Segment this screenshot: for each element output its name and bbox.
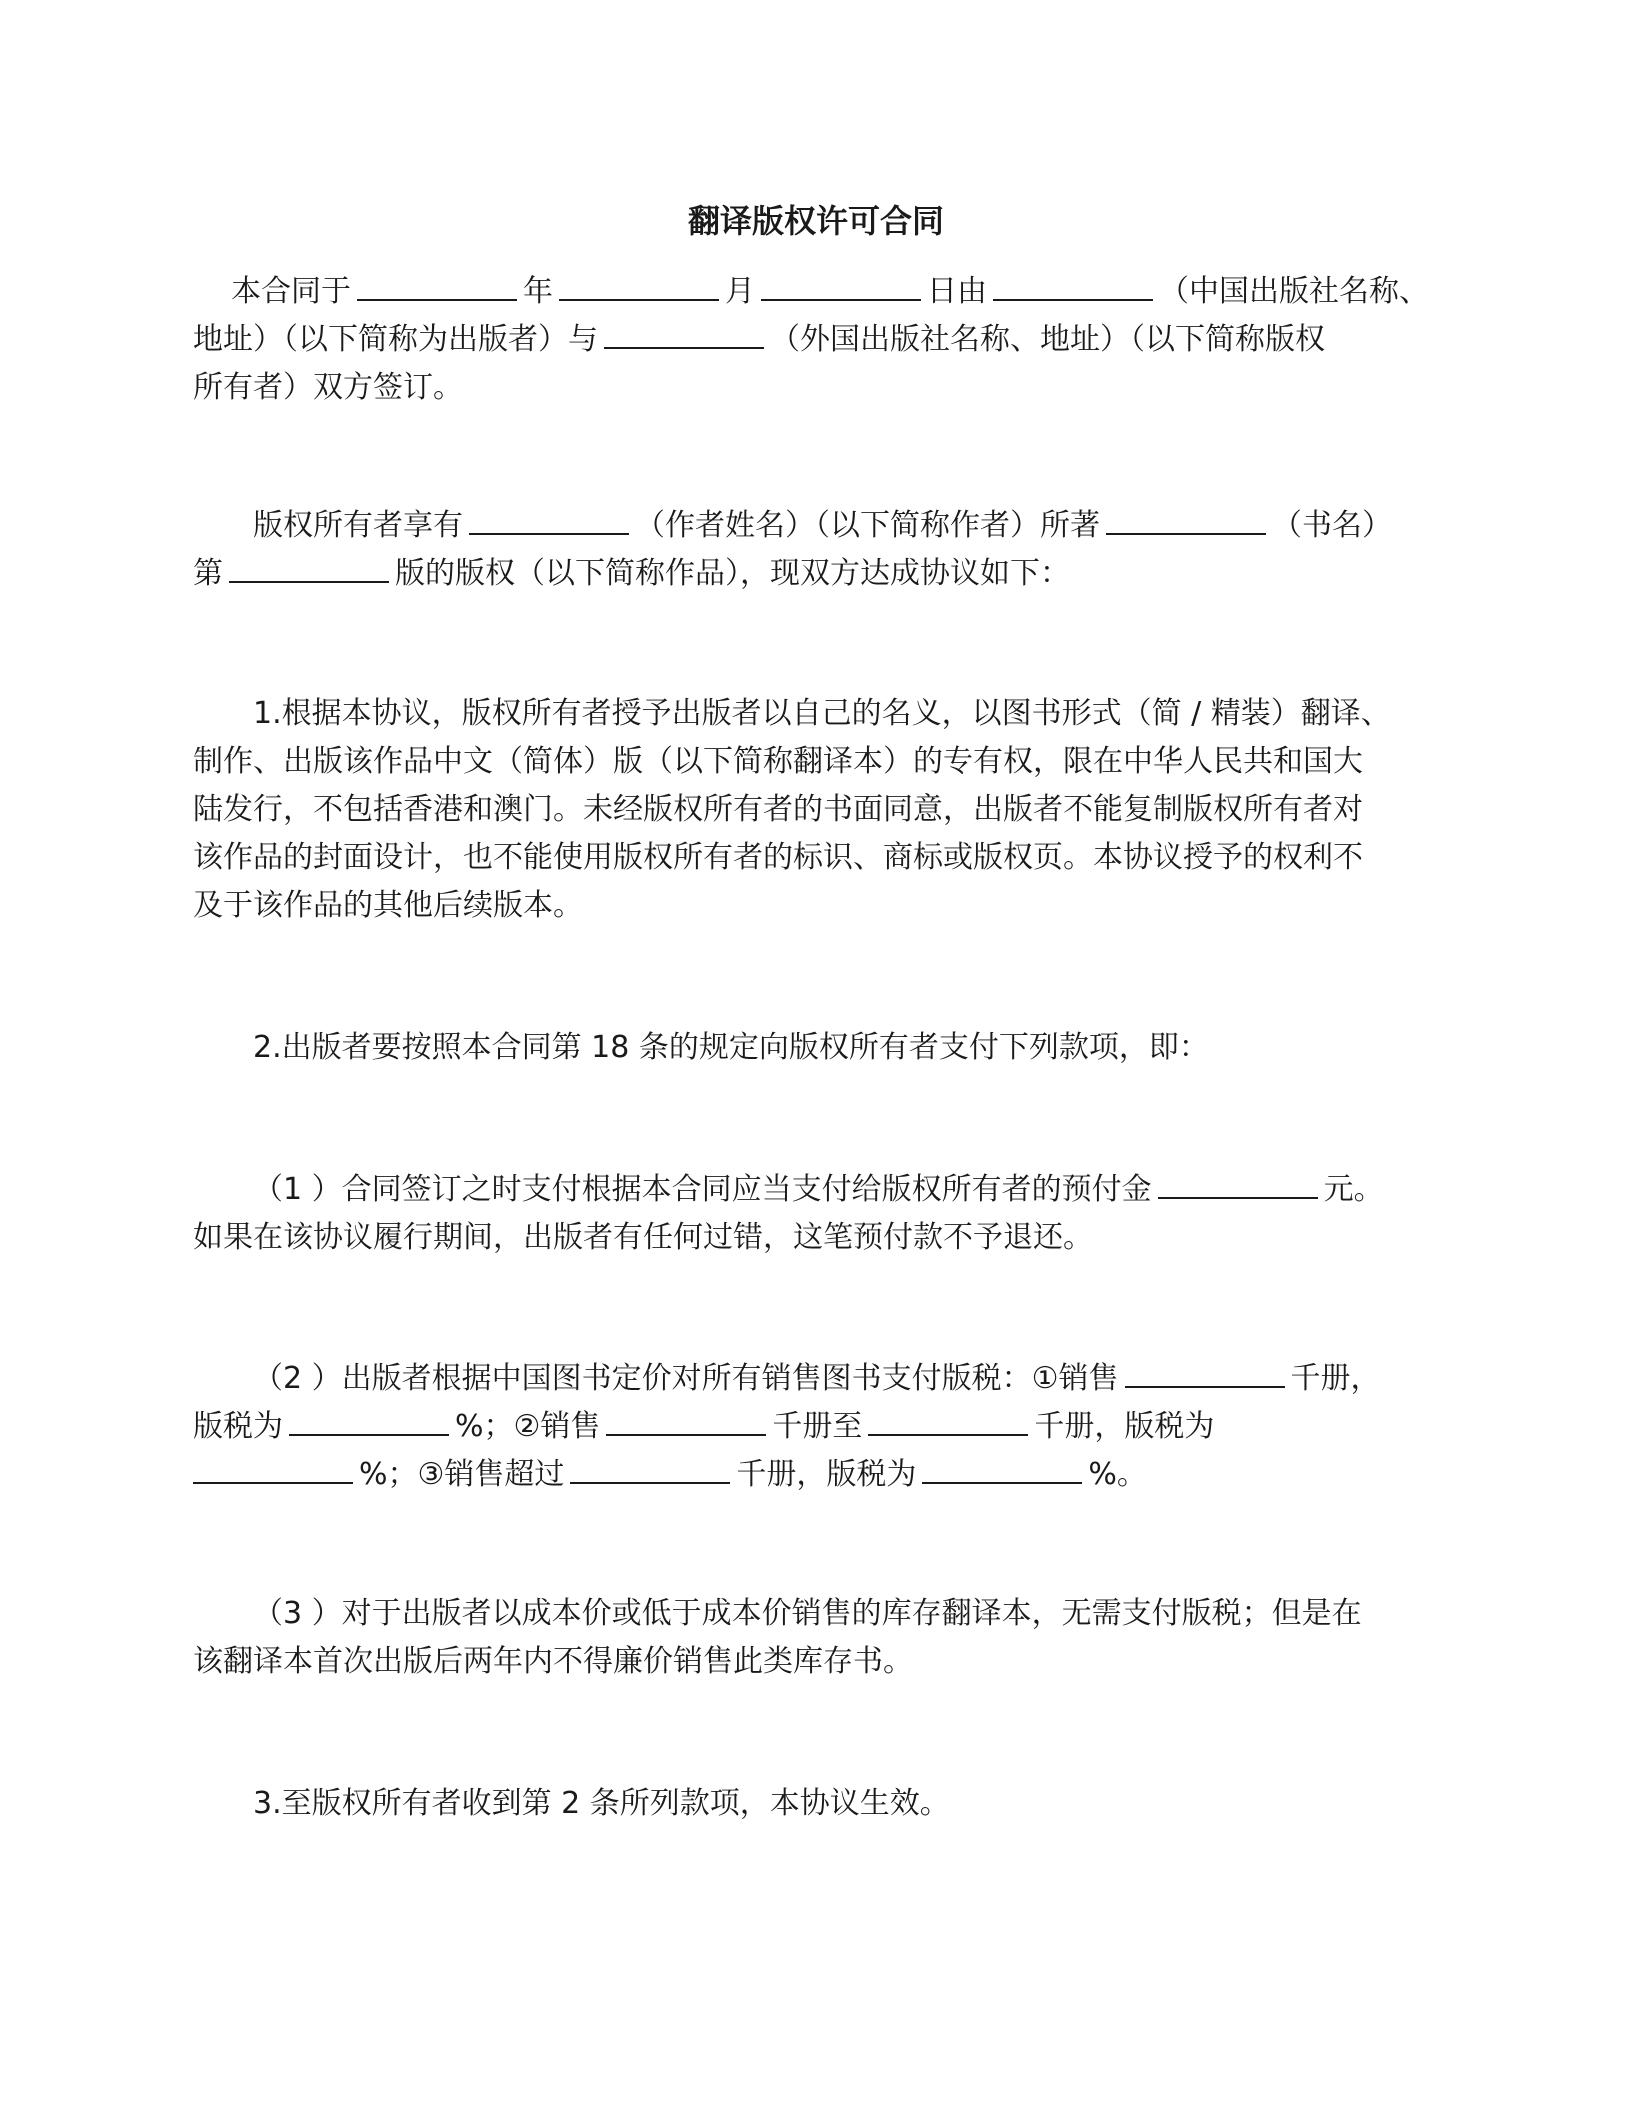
blank-line — [469, 503, 629, 535]
blank-line — [868, 1404, 1028, 1436]
clause-3-paragraph — [193, 1780, 1443, 1828]
blank-line — [1158, 1167, 1318, 1199]
text: %；②销售 — [455, 1409, 601, 1444]
text: 元。 — [1323, 1172, 1384, 1207]
clause-2-1-line: 如果在该协议履行期间，出版者有任何过错，这笔预付款不予退还。 — [193, 1220, 1093, 1255]
clause-2-3-line: （3 ）对于出版者以成本价或低于成本价销售的库存翻译本，无需支付版税；但是在 — [253, 1596, 1362, 1631]
text: 千册，版税为 — [736, 1457, 917, 1492]
text: %；③销售超过 — [359, 1457, 565, 1492]
text: 千册至 — [772, 1409, 863, 1444]
text: 地址）（以下简称为出版者）与 — [193, 322, 598, 357]
blank-line — [606, 1404, 766, 1436]
text: 版的版权（以下简称作品），现双方达成协议如下： — [395, 556, 1070, 591]
preamble-paragraph — [193, 268, 1443, 412]
text: （中国出版社名称、 — [1159, 274, 1429, 309]
text: （2 ）出版者根据中国图书定价对所有销售图书支付版税：①销售 — [253, 1361, 1119, 1396]
clause-2-3-line: 该翻译本首次出版后两年内不得廉价销售此类库存书。 — [193, 1644, 913, 1679]
text: 第 — [193, 556, 223, 591]
clause-1-line: 陆发行，不包括香港和澳门。未经版权所有者的书面同意，出版者不能复制版权所有者对 — [193, 792, 1363, 827]
copyright-paragraph — [193, 502, 1443, 598]
clause-2-1-paragraph — [193, 1166, 1443, 1262]
text: %。 — [1088, 1457, 1147, 1492]
blank-line — [604, 317, 764, 349]
blank-line — [761, 269, 921, 301]
text: 月 — [725, 274, 755, 309]
blank-line — [289, 1404, 449, 1436]
text: 版税为 — [193, 1409, 283, 1444]
text: 版权所有者享有 — [253, 508, 463, 543]
blank-line — [193, 1452, 353, 1484]
clause-1-line: 及于该作品的其他后续版本。 — [193, 888, 583, 923]
blank-line — [922, 1452, 1082, 1484]
clause-3-line: 3.至版权所有者收到第 2 条所列款项，本协议生效。 — [253, 1786, 950, 1821]
blank-line — [570, 1452, 730, 1484]
clause-2-2-paragraph — [193, 1355, 1443, 1499]
text: 日由 — [927, 274, 987, 309]
text: 年 — [523, 274, 553, 309]
blank-line — [229, 551, 389, 583]
clause-2-line: 2.出版者要按照本合同第 18 条的规定向版权所有者支付下列款项，即： — [253, 1030, 1209, 1065]
text: 本合同于 — [231, 274, 351, 309]
clause-1-line: 制作、出版该作品中文（简体）版（以下简称翻译本）的专有权，限在中华人民共和国大 — [193, 744, 1363, 779]
text: （作者姓名）（以下简称作者）所著 — [635, 508, 1100, 543]
clause-1-line: 该作品的封面设计，也不能使用版权所有者的标识、商标或版权页。本协议授予的权利不 — [193, 840, 1363, 875]
blank-line — [1106, 503, 1266, 535]
blank-line — [1125, 1356, 1285, 1388]
blank-line — [993, 269, 1153, 301]
text: （1 ）合同签订之时支付根据本合同应当支付给版权所有者的预付金 — [253, 1172, 1152, 1207]
text: 千册，版税为 — [1034, 1409, 1215, 1444]
clause-1-line: 1.根据本协议，版权所有者授予出版者以自己的名义，以图书形式（简 / 精装）翻译、 — [253, 696, 1391, 731]
clause-2-3-paragraph — [193, 1590, 1443, 1686]
blank-line — [559, 269, 719, 301]
text: 千册， — [1290, 1361, 1381, 1396]
clause-2-paragraph — [193, 1024, 1443, 1072]
text: （外国出版社名称、地址）（以下简称版权 — [770, 322, 1325, 357]
blank-line — [357, 269, 517, 301]
text: （书名） — [1272, 508, 1392, 543]
text: 所有者）双方签订。 — [193, 370, 463, 405]
clause-1-paragraph — [193, 690, 1443, 930]
document-title: 翻译版权许可合同 — [687, 202, 944, 240]
